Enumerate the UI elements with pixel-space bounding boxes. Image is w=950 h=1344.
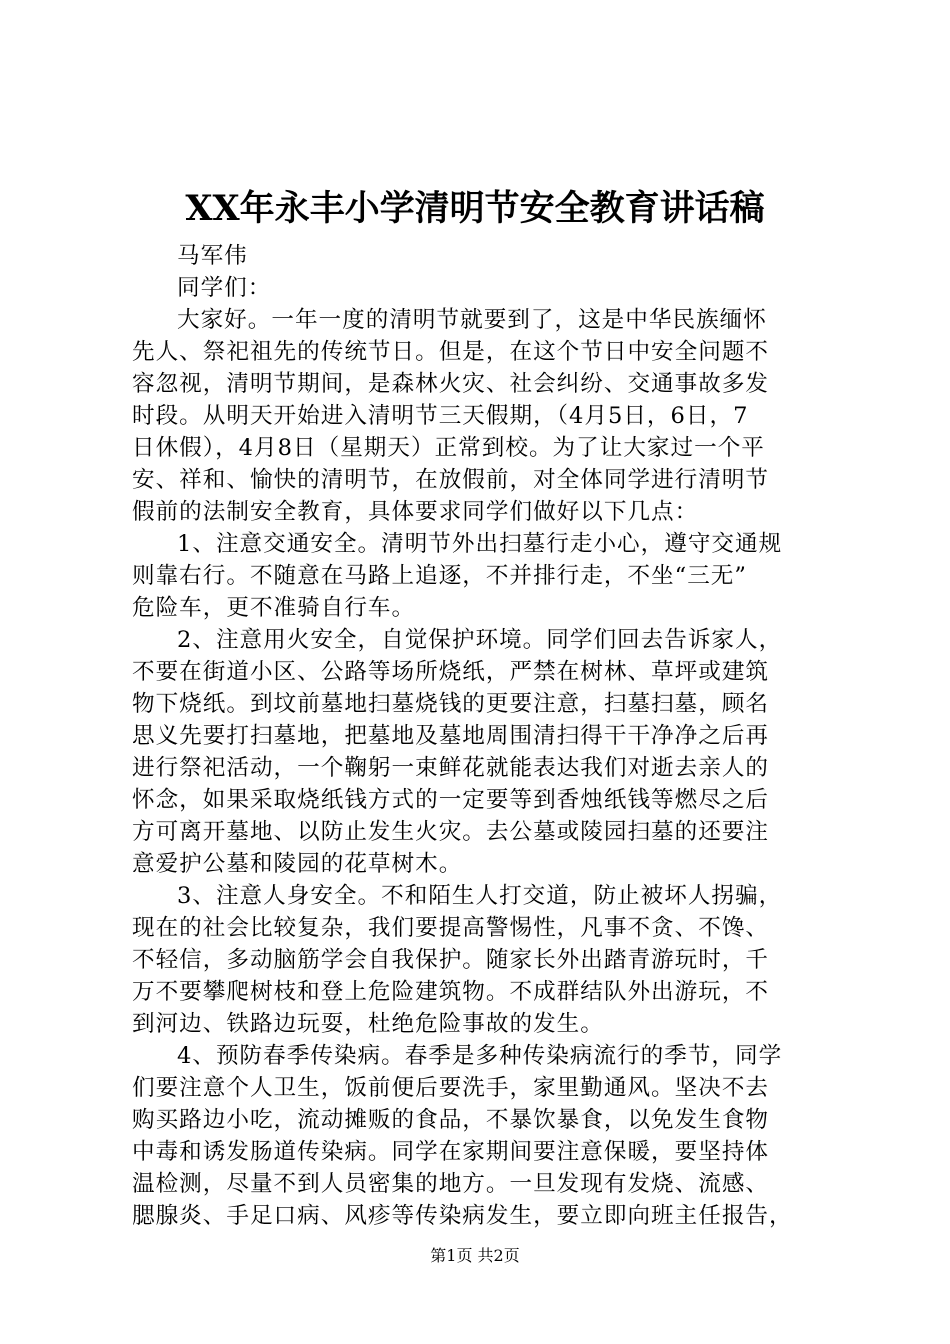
document-body [132,240,832,1232]
paragraph-disease-prevention [132,1040,832,1232]
document-title: XX年永丰小学清明节安全教育讲话稿 [185,188,765,229]
paragraph-line: 物下烧纸。到坟前墓地扫墓烧钱的更要注意，扫墓扫墓，顾名 [132,691,770,717]
paragraph-line: 假前的法制安全教育，具体要求同学们做好以下几点： [132,499,699,525]
paragraph-line: 则靠右行。不随意在马路上追逐，不并排行走，不坐“三无” [132,563,747,589]
paragraph-line: 温检测，尽量不到人员密集的地方。一旦发现有发烧、流感、 [132,1171,770,1197]
paragraph-line: 方可离开墓地、以防止发生火灾。去公墓或陵园扫墓的还要注 [132,819,770,845]
paragraph-line: 先人、祭祀祖先的传统节日。但是，在这个节日中安全问题不 [132,339,770,365]
paragraph-line: 购买路边小吃，流动摊贩的食品，不暴饮暴食，以免发生食物 [132,1107,770,1133]
author-name: 马军伟 [177,243,248,269]
paragraph-line: 们要注意个人卫生，饭前便后要洗手，家里勤通风。坚决不去 [132,1075,770,1101]
paragraph-line: 现在的社会比较复杂，我们要提高警惕性，凡事不贪、不馋、 [132,915,770,941]
paragraph-line: 到河边、铁路边玩耍，杜绝危险事故的发生。 [132,1011,604,1037]
paragraph-line: 腮腺炎、手足口病、风疹等传染病发生，要立即向班主任报告， [132,1203,793,1229]
paragraph-line: 进行祭祀活动，一个鞠躬一束鲜花就能表达我们对逝去亲人的 [132,755,770,781]
paragraph-line: 容忽视，清明节期间，是森林火灾、社会纠纷、交通事故多发 [132,371,770,397]
paragraph-traffic-safety [132,528,832,624]
paragraph-line: 1、注意交通安全。清明节外出扫墓行走小心，遵守交通规 [177,531,783,557]
paragraph-line: 不轻信，多动脑筋学会自我保护。随家长外出踏青游玩时，千 [132,947,770,973]
paragraph-intro [132,304,832,528]
paragraph-line: 思义先要打扫墓地，把墓地及墓地周围清扫得干干净净之后再 [132,723,770,749]
paragraph-line: 安、祥和、愉快的清明节，在放假前，对全体同学进行清明节 [132,467,770,493]
paragraph-line: 不要在街道小区、公路等场所烧纸，严禁在树林、草坪或建筑 [132,659,770,685]
paragraph-line: 2、注意用火安全，自觉保护环境。同学们回去告诉家人， [177,627,783,653]
paragraph-line: 3、注意人身安全。不和陌生人打交道，防止被坏人拐骗， [177,883,783,909]
paragraph-line: 万不要攀爬树枝和登上危险建筑物。不成群结队外出游玩，不 [132,979,770,1005]
paragraph-line: 日休假），4月8日（星期天）正常到校。为了让大家过一个平 [132,435,765,461]
salutation: 同学们： [177,275,272,301]
paragraph-line: 意爱护公墓和陵园的花草树木。 [132,851,463,877]
paragraph-personal-safety [132,880,832,1040]
paragraph-line: 4、预防春季传染病。春季是多种传染病流行的季节，同学 [177,1043,783,1069]
paragraph-line: 怀念，如果采取烧纸钱方式的一定要等到香烛纸钱等燃尽之后 [132,787,770,813]
paragraph-line: 危险车，更不准骑自行车。 [132,595,416,621]
paragraph-line: 时段。从明天开始进入清明节三天假期，（4月5日，6日，7 [132,403,749,429]
page-number-footer: 第1页 共2页 [430,1246,520,1265]
paragraph-fire-safety [132,624,832,880]
paragraph-line: 大家好。一年一度的清明节就要到了，这是中华民族缅怀 [177,307,767,333]
paragraph-line: 中毒和诱发肠道传染病。同学在家期间要注意保暖，要坚持体 [132,1139,770,1165]
